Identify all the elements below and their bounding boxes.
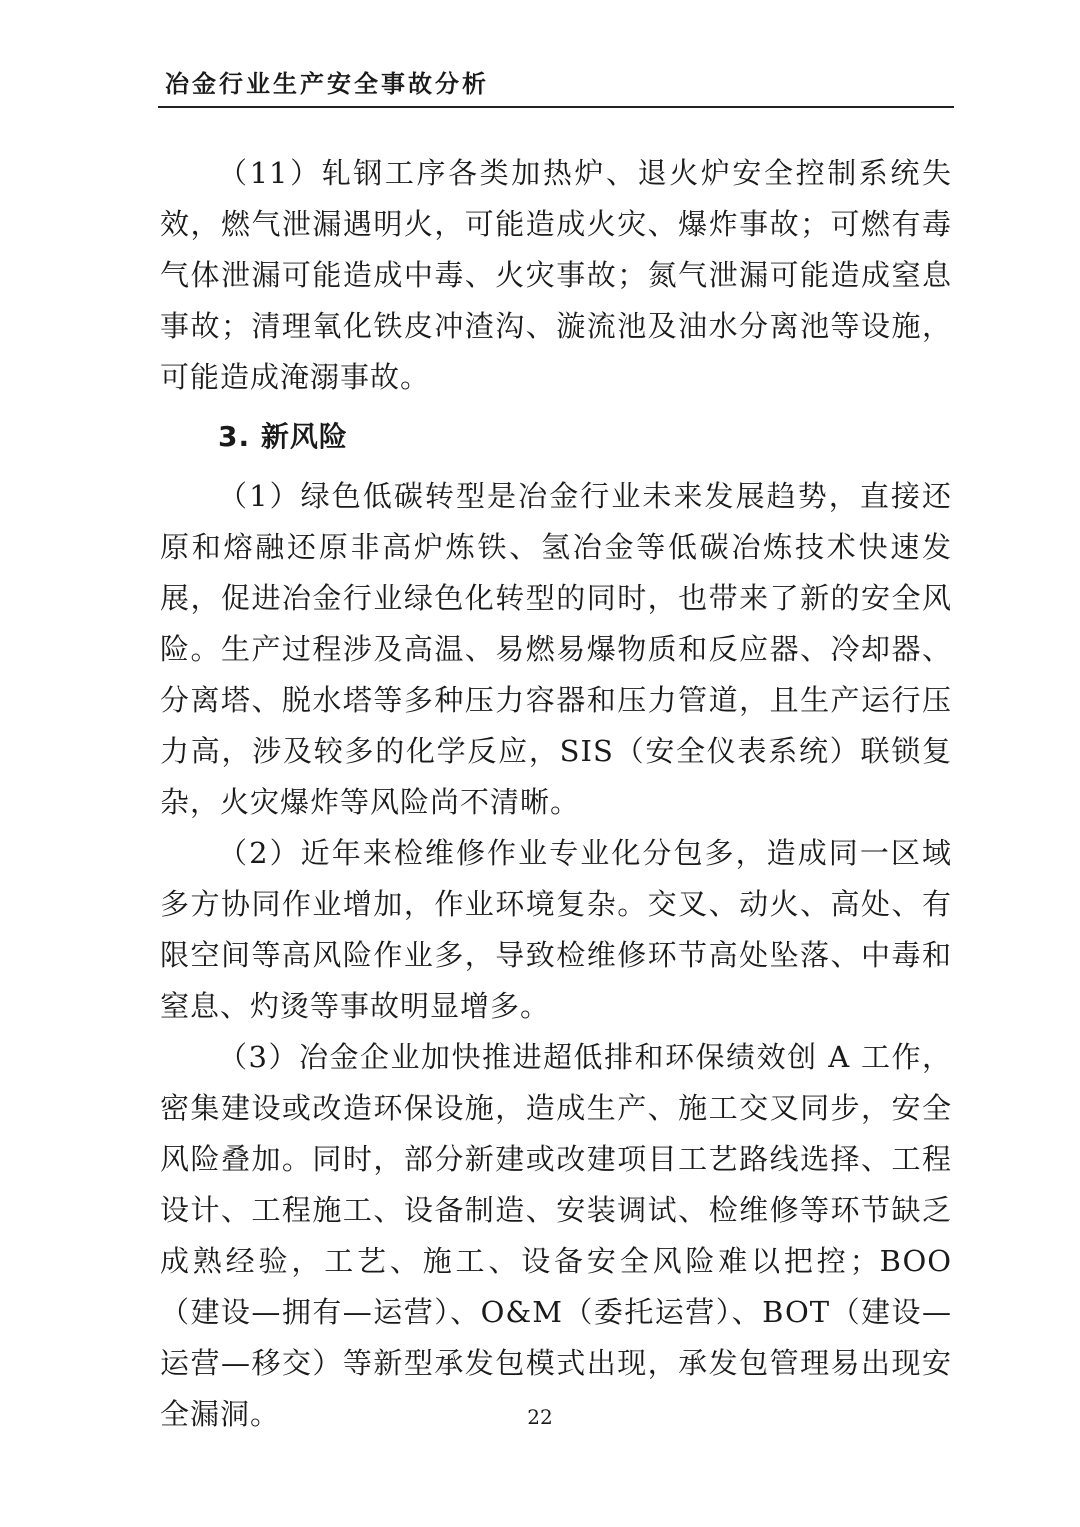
section-heading: 3. 新风险 (218, 420, 348, 453)
paragraph-item-2: （2）近年来检维修作业专业化分包多，造成同一区域多方协同作业增加，作业环境复杂。交叉、动火、高处、有限空间等高风险作业多，导致检维修环节高处坠落、中毒和窒息、灼烫等事故明显增多。 (160, 836, 952, 1023)
paragraph-item-3: （3）冶金企业加快推进超低排和环保绩效创 A 工作，密集建设或改造环保设施，造成生产、施工交叉同步，安全风险叠加。同时，部分新建或改建项目工艺路线选择、工程设计、工程施工、设备制造、安装调试、检维修等环节缺乏成熟经验，工艺、施工、设备安全风险难以把控；BOO（建设—拥有—运营）、O&M（委托运营）、BOT（建设—运营—移交）等新型承发包模式出现，承发包管理易出现安全漏洞。 (160, 1040, 952, 1431)
paragraph-item-11: （11）轧钢工序各类加热炉、退火炉安全控制系统失效，燃气泄漏遇明火，可能造成火灾、爆炸事故；可燃有毒气体泄漏可能造成中毒、火灾事故；氮气泄漏可能造成窒息事故；清理氧化铁皮冲渣沟、漩流池及油水分离池等设施，可能造成淹溺事故。 (160, 156, 952, 394)
header-rule (158, 106, 954, 108)
paragraph-item-1: （1）绿色低碳转型是冶金行业未来发展趋势，直接还原和熔融还原非高炉炼铁、氢冶金等低碳冶炼技术快速发展，促进冶金行业绿色化转型的同时，也带来了新的安全风险。生产过程涉及高温、易燃易爆物质和反应器、冷却器、分离塔、脱水塔等多种压力容器和压力管道，且生产运行压力高，涉及较多的化学反应，SIS（安全仪表系统）联锁复杂，火灾爆炸等风险尚不清晰。 (160, 479, 952, 819)
running-header: 冶金行业生产安全事故分析 (165, 69, 489, 98)
body-text (160, 148, 952, 1440)
page-number: 22 (527, 1405, 553, 1429)
